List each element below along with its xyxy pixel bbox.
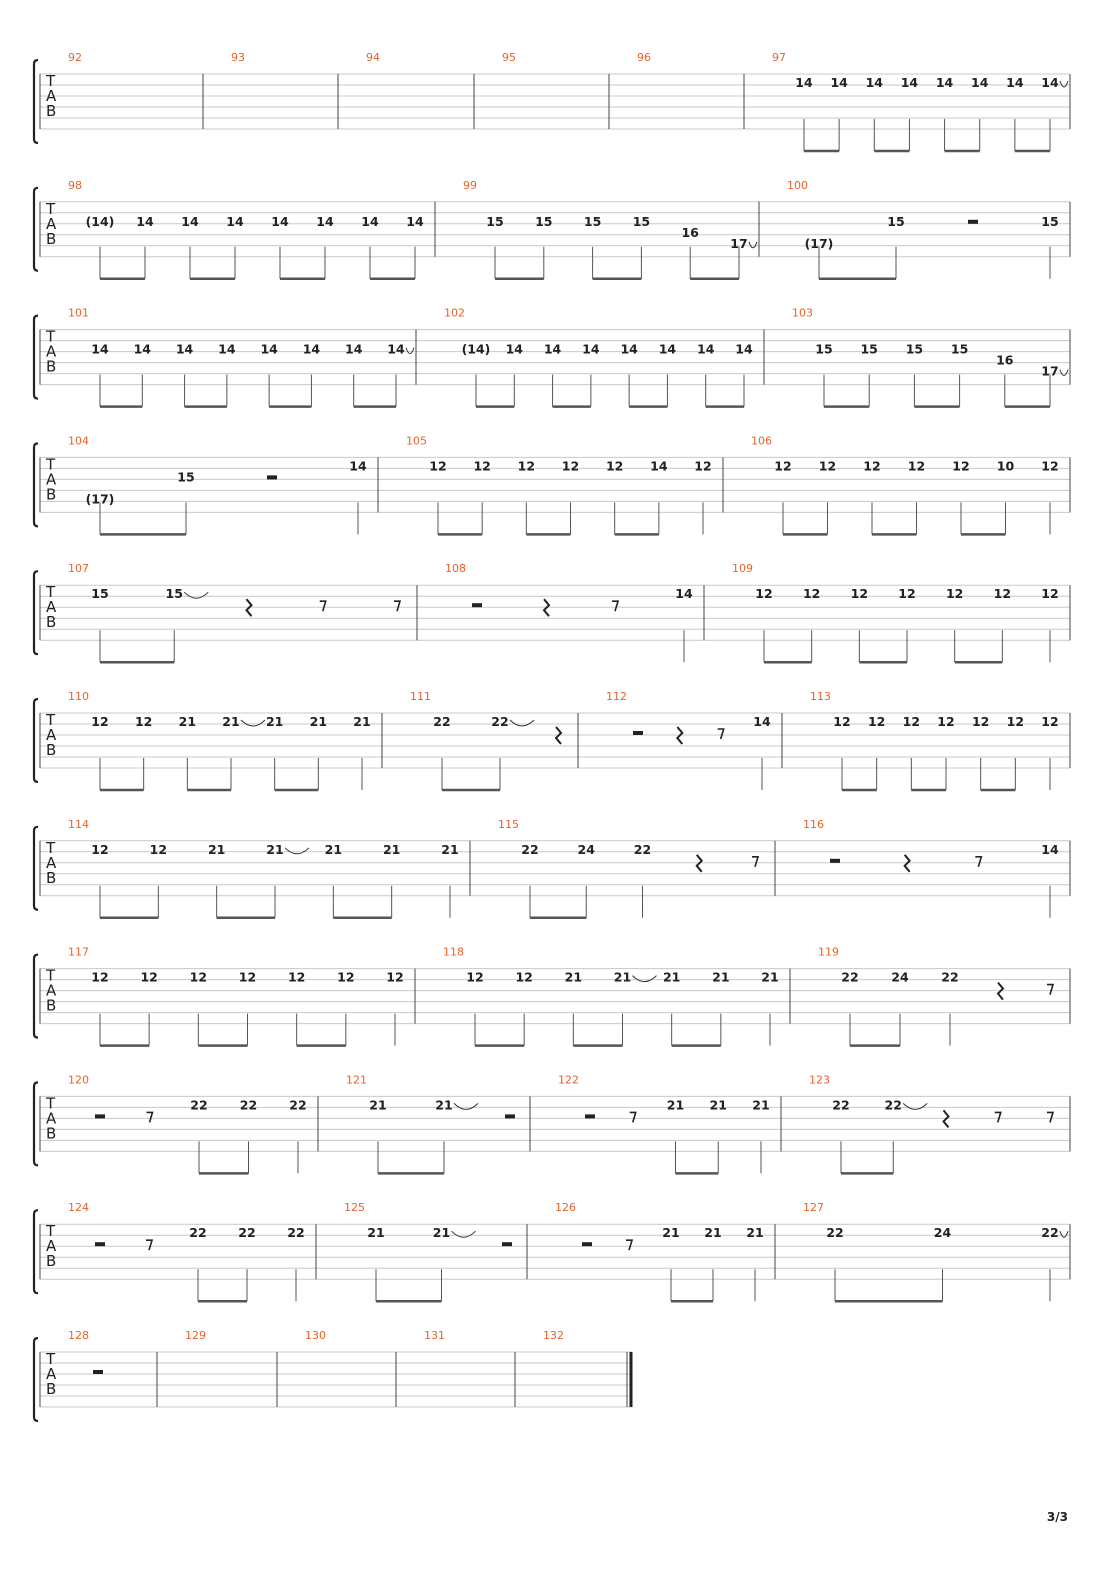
fret-number: 21 [382, 841, 401, 857]
fret-number: 12 [91, 714, 109, 729]
fret-number: 12 [605, 458, 624, 474]
fret-number: 12 [515, 969, 533, 985]
measure-number: 102 [444, 306, 465, 320]
measure-number: 97 [772, 51, 786, 64]
fret-number: 15 [887, 213, 905, 229]
page-number: 3/3 [1046, 1510, 1068, 1524]
fret-number: 14 [650, 458, 668, 474]
fret-number: 12 [91, 841, 109, 857]
half-rest [267, 475, 277, 479]
fret-number: 14 [91, 341, 109, 357]
fret-number: 15 [905, 341, 924, 357]
tie-arc [1060, 1231, 1068, 1237]
fret-number: 15 [165, 586, 183, 602]
fret-number: 21 [178, 714, 197, 729]
tab-clef-letter: T [46, 966, 56, 985]
fret-number: 15 [950, 341, 969, 357]
fret-number: 12 [902, 714, 921, 729]
fret-number: 12 [517, 458, 536, 474]
fret-number: 12 [694, 458, 712, 474]
fret-number: 22 [841, 969, 859, 985]
half-rest [968, 220, 978, 224]
fret-number: 14 [1006, 75, 1024, 90]
measure-number: 110 [68, 690, 89, 703]
measure-number: 123 [809, 1073, 830, 1087]
fret-number: 14 [735, 341, 753, 357]
tab-clef-letter: B [46, 1380, 57, 1398]
tie-arc [903, 1103, 927, 1109]
fret-number: 15 [91, 586, 109, 602]
measure-number: 120 [68, 1073, 89, 1087]
fret-number: 21 [746, 1225, 764, 1241]
fret-number: 22 [941, 969, 959, 985]
measure-number: 105 [406, 434, 427, 448]
tab-clef-letter: B [46, 229, 57, 248]
fret-number: 14 [349, 458, 367, 474]
fret-number: 12 [134, 714, 153, 729]
fret-number: 14 [900, 75, 919, 90]
half-rest [95, 1242, 105, 1246]
tab-clef-letter: T [46, 199, 56, 218]
fret-number: 22 [433, 714, 451, 729]
tie-arc [1060, 81, 1068, 87]
fret-number: 12 [337, 969, 355, 985]
measure-number: 98 [68, 178, 82, 192]
fret-number: 14 [361, 213, 379, 229]
fret-number: 15 [1041, 213, 1059, 229]
fret-number: (17) [804, 235, 834, 251]
fret-number: 22 [289, 1097, 307, 1113]
fret-number: 21 [265, 714, 284, 729]
half-rest [502, 1242, 512, 1246]
fret-number: 21 [309, 714, 328, 729]
tab-clef-letter: B [46, 1252, 57, 1271]
fret-number: 21 [752, 1097, 770, 1113]
fret-number: 12 [898, 586, 916, 602]
fret-number: 16 [996, 352, 1014, 368]
fret-number: 22 [1041, 1225, 1059, 1241]
tie-arc [749, 242, 757, 248]
fret-number: 12 [755, 586, 773, 602]
measure-number: 106 [751, 434, 772, 448]
fret-number: 15 [583, 213, 602, 229]
measure-number: 122 [558, 1073, 579, 1087]
tab-clef-letter: A [46, 87, 57, 105]
tab-clef-letter: A [46, 470, 57, 489]
fret-number: 14 [620, 341, 638, 357]
fret-number: 12 [818, 458, 837, 474]
fret-number: 15 [177, 469, 195, 485]
fret-number: 12 [867, 714, 886, 729]
fret-number: 14 [181, 213, 199, 229]
measure-number: 107 [68, 562, 89, 576]
fret-number: 21 [704, 1225, 722, 1241]
eighth-rest [1047, 985, 1053, 995]
measure-number: 131 [424, 1329, 445, 1342]
tie-arc [454, 1103, 478, 1109]
fret-number: 14 [316, 213, 334, 229]
eighth-rest [630, 1112, 636, 1122]
tie-arc [452, 1231, 476, 1237]
half-rest [633, 731, 643, 735]
measure-number: 116 [803, 817, 824, 831]
half-rest [585, 1114, 595, 1118]
fret-number: 21 [432, 1225, 451, 1241]
fret-number: 12 [149, 841, 168, 857]
tab-clef-letter: B [46, 996, 57, 1015]
eighth-rest [752, 857, 758, 867]
eighth-rest [147, 1112, 153, 1122]
fret-number: 14 [133, 341, 151, 357]
measure-number: 109 [732, 562, 753, 576]
measure-number: 130 [305, 1329, 326, 1342]
fret-number: 21 [712, 969, 730, 985]
fret-number: 14 [226, 213, 244, 229]
fret-number: 12 [140, 969, 158, 985]
fret-number: 14 [406, 213, 424, 229]
measure-number: 128 [68, 1329, 89, 1342]
fret-number: 12 [952, 458, 970, 474]
eighth-rest [146, 1240, 152, 1250]
fret-number: 21 [324, 841, 343, 857]
staff-system [34, 562, 1070, 662]
fret-number: 24 [933, 1225, 952, 1241]
fret-number: 22 [826, 1225, 844, 1241]
fret-number: 15 [486, 213, 504, 229]
fret-number: 12 [91, 969, 109, 985]
fret-number: 22 [491, 714, 509, 729]
staff-system [34, 307, 1070, 407]
system-bracket [34, 827, 38, 910]
tie-arc [184, 592, 208, 598]
measure-number: 127 [803, 1201, 824, 1215]
fret-number: (17) [85, 491, 115, 507]
tab-clef-letter: T [46, 838, 56, 857]
tab-clef-letter: A [46, 726, 57, 744]
fret-number: 12 [561, 458, 580, 474]
measure-number: 126 [555, 1201, 576, 1215]
fret-number: 14 [830, 75, 848, 90]
fret-number: 12 [1006, 714, 1025, 729]
measure-number: 118 [443, 945, 464, 959]
staff-system [34, 51, 1070, 151]
tab-clef-letter: A [46, 598, 57, 617]
measure-number: 112 [606, 690, 627, 703]
eighth-rest [1047, 1112, 1053, 1122]
measure-number: 108 [445, 562, 466, 576]
measure-number: 113 [810, 690, 831, 703]
tab-clef-letter: T [46, 327, 56, 346]
half-rest [830, 859, 840, 863]
measure-number: 117 [68, 945, 89, 959]
tie-arc [241, 720, 265, 726]
fret-number: 21 [222, 714, 240, 729]
fret-number: 14 [935, 75, 954, 90]
tab-clef-letter: A [46, 342, 57, 361]
fret-number: 14 [387, 341, 405, 357]
half-rest [472, 603, 482, 607]
fret-number: 12 [833, 714, 851, 729]
tab-clef-letter: T [46, 1094, 56, 1113]
fret-number: 12 [993, 586, 1012, 602]
fret-number: 14 [658, 341, 677, 357]
half-rest [95, 1114, 105, 1118]
staff-system [34, 1329, 632, 1421]
fret-number: 14 [175, 341, 194, 357]
tab-clef-letter: B [46, 357, 57, 376]
fret-number: 12 [429, 458, 447, 474]
fret-number: (14) [461, 341, 491, 357]
fret-number: 21 [564, 969, 583, 985]
fret-number: 12 [850, 586, 869, 602]
fret-number: 22 [238, 1225, 256, 1241]
fret-number: 14 [345, 341, 363, 357]
tie-arc [406, 348, 414, 354]
measure-number: 94 [366, 51, 380, 64]
fret-number: 14 [302, 341, 321, 357]
eighth-rest [995, 1112, 1001, 1122]
fret-number: 21 [662, 1225, 680, 1241]
fret-number: 14 [271, 213, 289, 229]
eighth-rest [612, 601, 618, 611]
fret-number: 15 [860, 341, 878, 357]
fret-number: 12 [473, 458, 491, 474]
eighth-rest [394, 601, 400, 611]
system-bracket [34, 571, 38, 654]
fret-number: 12 [466, 969, 484, 985]
measure-number: 103 [792, 306, 813, 320]
tab-clef-letter: A [46, 1365, 57, 1383]
system-bracket [34, 1210, 38, 1293]
eighth-rest [626, 1240, 632, 1250]
system-bracket [34, 188, 38, 271]
staff-system [34, 818, 1070, 918]
fret-number: 14 [136, 213, 154, 229]
fret-number: 14 [753, 714, 771, 729]
fret-number: 24 [577, 841, 595, 857]
fret-number: 15 [535, 213, 553, 229]
system-bracket [34, 443, 38, 526]
fret-number: 12 [907, 458, 926, 474]
fret-number: 12 [1041, 586, 1059, 602]
fret-number: 14 [971, 75, 989, 90]
fret-number: 24 [891, 969, 909, 985]
fret-number: 14 [543, 341, 562, 357]
system-bracket [34, 955, 38, 1038]
fret-number: 21 [613, 969, 632, 985]
fret-number: 14 [260, 341, 278, 357]
fret-number: 16 [681, 224, 699, 240]
fret-number: 21 [761, 969, 779, 985]
tie-arc [1060, 370, 1068, 376]
fret-number: 21 [435, 1097, 453, 1113]
tie-arc [285, 848, 309, 854]
measure-number: 92 [68, 51, 82, 64]
measure-number: 96 [637, 51, 651, 64]
fret-number: 14 [795, 75, 813, 90]
fret-number: 12 [971, 714, 990, 729]
measure-number: 125 [344, 1201, 365, 1215]
system-bracket [34, 1338, 38, 1421]
staff-system [34, 946, 1070, 1046]
fret-number: 22 [884, 1097, 902, 1113]
fret-number: 12 [287, 969, 306, 985]
fret-number: 21 [662, 969, 681, 985]
measure-number: 100 [787, 178, 808, 192]
fret-number: 21 [266, 841, 284, 857]
fret-number: 21 [666, 1097, 685, 1113]
system-bracket [34, 699, 38, 782]
fret-number: 12 [774, 458, 792, 474]
fret-number: 14 [582, 341, 600, 357]
tab-clef-letter: B [46, 868, 57, 887]
fret-number: 22 [190, 1097, 208, 1113]
fret-number: (14) [85, 213, 115, 229]
measure-number: 95 [502, 51, 516, 64]
fret-number: 12 [802, 586, 821, 602]
system-bracket [34, 60, 38, 143]
tab-clef-letter: B [46, 613, 57, 632]
fret-number: 12 [238, 969, 257, 985]
eighth-rest [718, 729, 724, 739]
fret-number: 17 [730, 235, 748, 251]
fret-number: 22 [633, 841, 652, 857]
eighth-rest [320, 601, 326, 611]
measure-number: 104 [68, 434, 89, 448]
fret-number: 15 [632, 213, 651, 229]
tab-clef-letter: T [46, 455, 56, 474]
staff-system [34, 434, 1070, 534]
measure-number: 115 [498, 817, 519, 831]
measure-number: 99 [463, 178, 477, 192]
fret-number: 14 [218, 341, 236, 357]
tab-clef-letter: A [46, 1109, 57, 1128]
fret-number: 22 [832, 1097, 850, 1113]
fret-number: 14 [505, 341, 523, 357]
tab-clef-letter: A [46, 214, 57, 233]
tab-clef-letter: B [46, 741, 57, 759]
tab-clef-letter: B [46, 1124, 57, 1143]
fret-number: 22 [239, 1097, 258, 1113]
fret-number: 12 [937, 714, 955, 729]
fret-number: 12 [945, 586, 964, 602]
system-bracket [34, 1082, 38, 1165]
fret-number: 14 [1041, 75, 1059, 90]
fret-number: 12 [1041, 458, 1059, 474]
staff-system [34, 1201, 1070, 1301]
fret-number: 22 [287, 1225, 305, 1241]
measure-number: 114 [68, 817, 89, 831]
fret-number: 21 [709, 1097, 727, 1113]
measure-number: 111 [410, 690, 431, 703]
fret-number: 14 [697, 341, 715, 357]
fret-number: 12 [863, 458, 881, 474]
tab-clef-letter: B [46, 102, 57, 120]
half-rest [93, 1370, 103, 1374]
fret-number: 14 [1041, 841, 1059, 857]
measure-number: 119 [818, 945, 839, 959]
fret-number: 21 [367, 1225, 385, 1241]
tab-clef-letter: T [46, 1350, 56, 1368]
measure-number: 129 [185, 1329, 206, 1342]
system-bracket [34, 316, 38, 399]
half-rest [582, 1242, 592, 1246]
fret-number: 21 [207, 841, 226, 857]
fret-number: 22 [189, 1225, 207, 1241]
tab-clef-letter: T [46, 1222, 56, 1241]
fret-number: 15 [815, 341, 833, 357]
fret-number: 12 [189, 969, 208, 985]
tab-clef-letter: A [46, 853, 57, 872]
tab-clef-letter: A [46, 1237, 57, 1256]
measure-number: 93 [231, 51, 245, 64]
fret-number: 10 [996, 458, 1015, 474]
eighth-rest [975, 857, 981, 867]
fret-number: 12 [386, 969, 404, 985]
measure-number: 121 [346, 1073, 367, 1087]
tab-clef-letter: T [46, 711, 56, 729]
tab-clef-letter: A [46, 981, 57, 1000]
tab-clef-letter: T [46, 583, 56, 602]
staff-system [34, 1073, 1070, 1173]
measure-number: 124 [68, 1201, 89, 1215]
measure-number: 132 [543, 1329, 564, 1342]
staff-system [34, 179, 1070, 279]
fret-number: 17 [1041, 363, 1059, 379]
fret-number: 22 [521, 841, 539, 857]
fret-number: 21 [441, 841, 459, 857]
tie-arc [510, 720, 534, 726]
fret-number: 12 [1041, 714, 1059, 729]
tab-clef-letter: T [46, 72, 56, 90]
half-rest [505, 1114, 515, 1118]
tie-arc [633, 976, 657, 982]
fret-number: 21 [369, 1097, 387, 1113]
measure-number: 101 [68, 306, 89, 320]
fret-number: 14 [675, 586, 693, 602]
fret-number: 14 [865, 75, 883, 90]
fret-number: 21 [353, 714, 371, 729]
staff-system [34, 690, 1070, 790]
tab-clef-letter: B [46, 485, 57, 504]
